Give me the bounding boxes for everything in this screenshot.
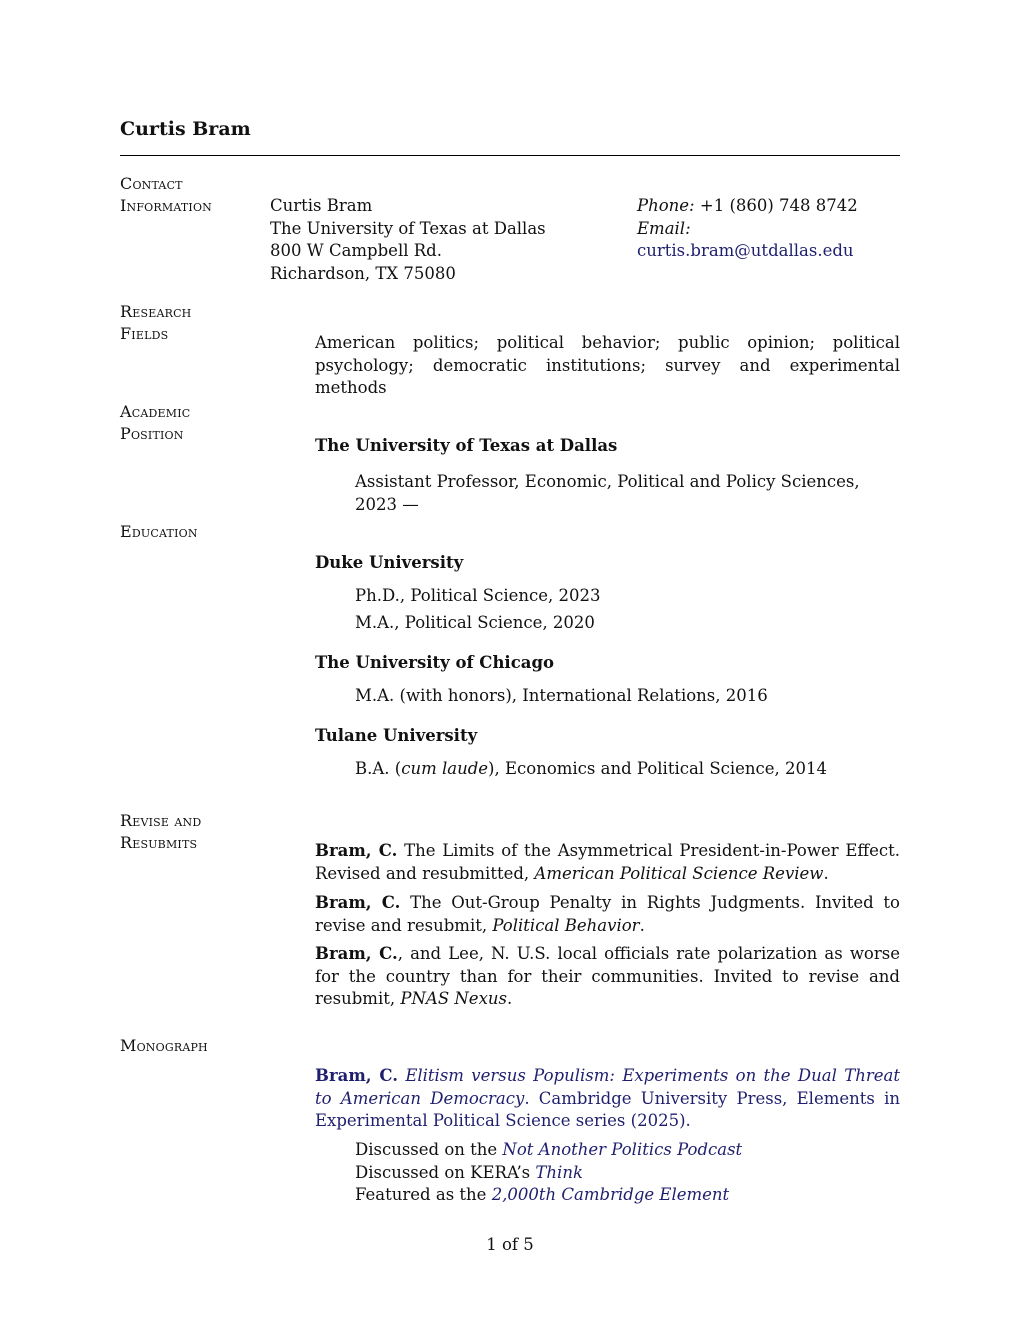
monograph-note: Discussed on the Not Another Politics Podcast — [355, 1140, 743, 1159]
degree-line: M.A., Political Science, 2020 — [355, 613, 595, 632]
school-name: Tulane University — [315, 726, 478, 745]
monograph-note: Discussed on KERA’s Think — [355, 1163, 583, 1182]
header-rule — [120, 155, 900, 156]
degree-line: M.A. (with honors), International Relations, 2016 — [355, 686, 768, 705]
section-label-research: Research Fields — [120, 302, 192, 343]
publication-entry: Bram, C. The Out-Group Penalty in Rights Judgments. Invited to revise and resubmit, Political Behavior. — [315, 893, 900, 935]
cambridge-element-link[interactable]: 2,000th Cambridge Element — [491, 1185, 730, 1204]
address-line: 800 W Campbell Rd. — [270, 241, 442, 260]
page-number: 1 of 5 — [486, 1235, 534, 1254]
contact-address — [270, 195, 546, 285]
section-label-contact: Contact Information — [120, 174, 213, 215]
section-label-position: Academic Position — [120, 402, 191, 443]
monograph-note: Featured as the 2,000th Cambridge Element — [355, 1185, 730, 1204]
page-title: Curtis Bram — [120, 118, 251, 140]
research-fields-text: American politics; political behavior; public opinion; political psychology; democratic institutions; survey and experimental methods — [315, 333, 900, 397]
phone-number: +1 (860) 748 8742 — [699, 196, 858, 215]
position-institution: The University of Texas at Dallas — [315, 436, 618, 455]
section-label-monograph: Monograph — [120, 1036, 208, 1055]
degree-line: Ph.D., Political Science, 2023 — [355, 586, 601, 605]
contact-details — [637, 195, 900, 263]
monograph-title: Elitism versus Populism: Experiments on the Dual Threat to American Democracy — [315, 1066, 900, 1108]
email-link[interactable]: curtis.bram@utdallas.edu — [637, 241, 854, 260]
publication-entry: Bram, C. The Limits of the Asymmetrical President-in-Power Effect. Revised and resubmitted, American Political Science Review. — [315, 841, 900, 883]
school-name: Duke University — [315, 553, 464, 572]
email-line: Email: curtis.bram@utdallas.edu — [637, 218, 854, 260]
school-name: The University of Chicago — [315, 653, 554, 672]
address-line: Curtis Bram — [270, 196, 373, 215]
section-label-education: Education — [120, 522, 198, 541]
podcast-link[interactable]: Not Another Politics Podcast — [502, 1140, 743, 1159]
monograph-entry[interactable]: Bram, C. Elitism versus Populism: Experiments on the Dual Threat to American Democracy. Cambridge University Press, Elements in Experimental Political Science series (2025). — [315, 1066, 900, 1130]
phone-line: Phone: +1 (860) 748 8742 — [637, 196, 858, 215]
address-line: Richardson, TX 75080 — [270, 263, 456, 283]
think-link[interactable]: Think — [535, 1163, 583, 1182]
address-line: The University of Texas at Dallas — [270, 218, 546, 238]
position-title: Assistant Professor, Economic, Political and Policy Sciences, 2023 — — [355, 472, 860, 514]
publication-entry: Bram, C., and Lee, N. U.S. local officials rate polarization as worse for the country than for their communities. Invited to revise and resubmit, PNAS Nexus. — [315, 944, 900, 1008]
section-label-revise: Revise and Resubmits — [120, 811, 202, 852]
degree-line: B.A. (cum laude), Economics and Political Science, 2014 — [355, 759, 828, 778]
